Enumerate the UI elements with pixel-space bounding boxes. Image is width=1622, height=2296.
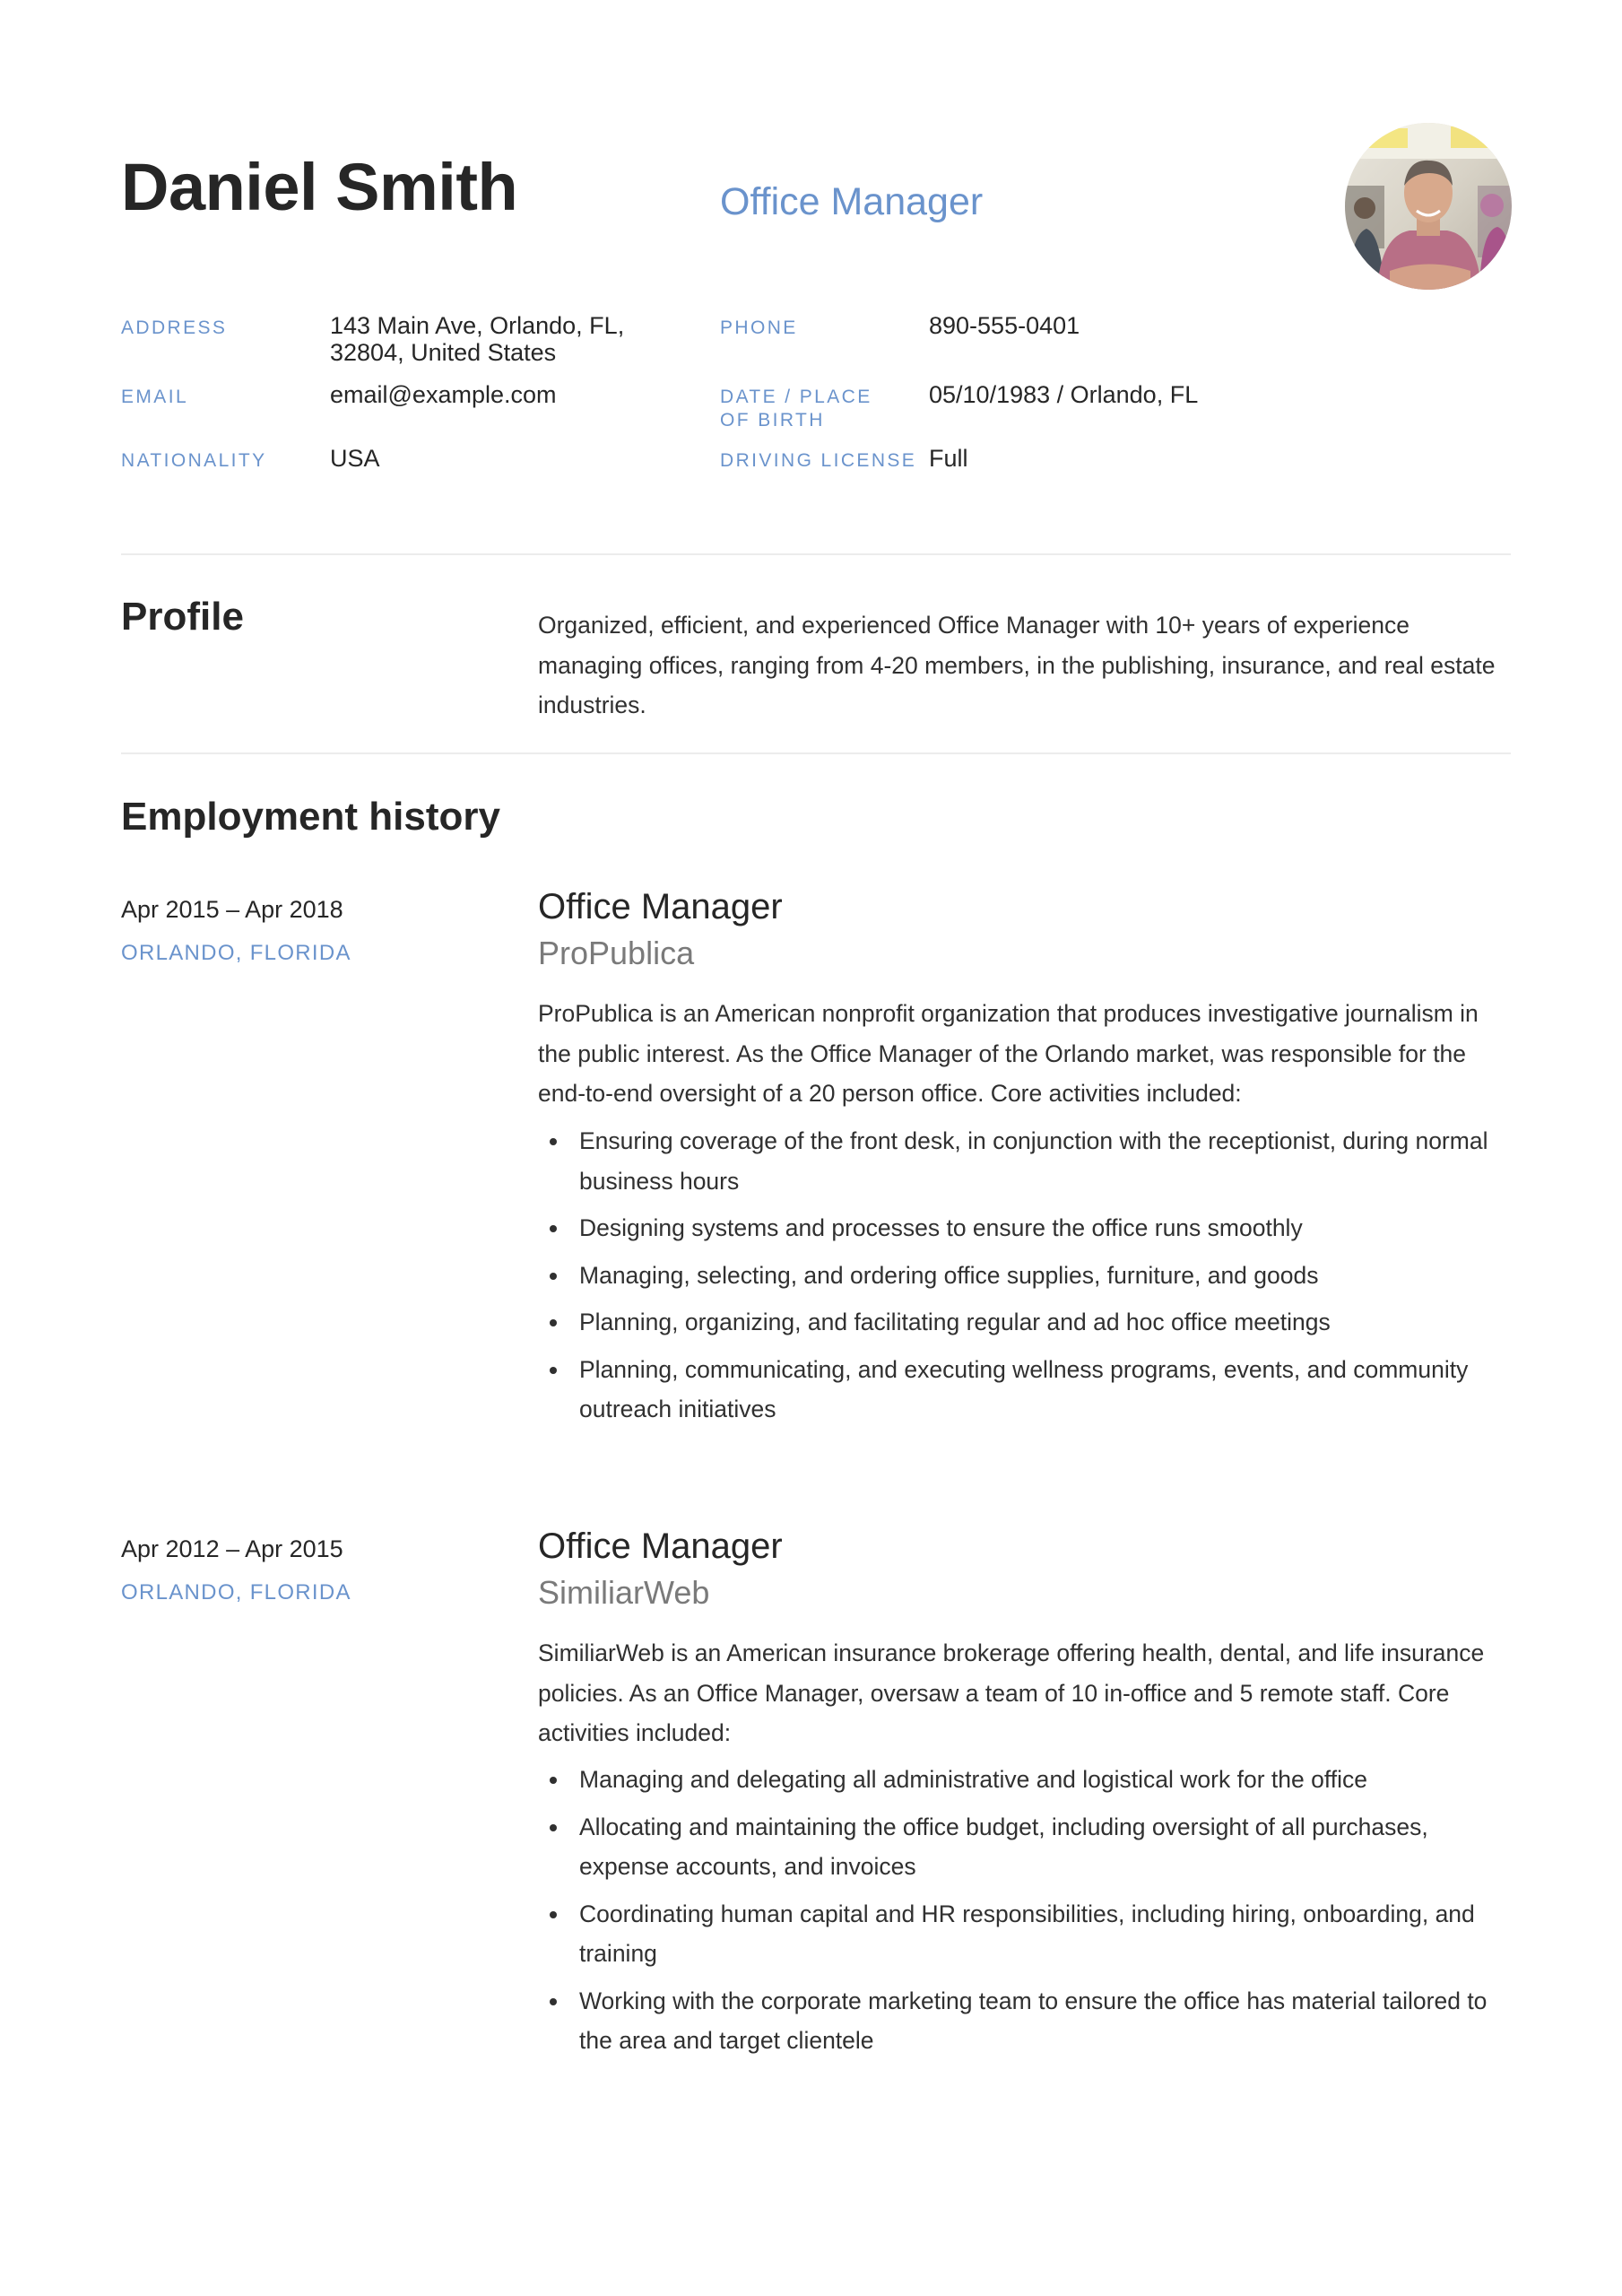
birth-label: DATE / PLACE OF BIRTH	[720, 387, 872, 430]
phone-value: 890-555-0401	[929, 312, 1080, 339]
job-role: Office Manager	[538, 887, 783, 926]
job-title: Office Manager	[720, 180, 984, 223]
profile-photo-image	[1345, 123, 1512, 290]
email-value: email@example.com	[330, 381, 557, 408]
list-item: Ensuring coverage of the front desk, in conjunction with the receptionist, during normal business hours	[538, 1121, 1515, 1201]
divider	[121, 752, 1511, 754]
job-bullet-list	[538, 1121, 1515, 1437]
profile-photo	[1345, 123, 1512, 290]
list-item: Managing, selecting, and ordering office supplies, furniture, and goods	[538, 1256, 1515, 1296]
list-item: Designing systems and processes to ensure the office runs smoothly	[538, 1208, 1515, 1248]
nationality-label: NATIONALITY	[121, 450, 267, 471]
address-value: 143 Main Ave, Orlando, FL, 32804, United States	[330, 312, 625, 366]
email-label: EMAIL	[121, 387, 189, 407]
list-item: Managing and delegating all administrative and logistical work for the office	[538, 1760, 1515, 1800]
list-item: Coordinating human capital and HR responsibilities, including hiring, onboarding, and training	[538, 1894, 1515, 1974]
address-label: ADDRESS	[121, 317, 228, 338]
nationality-value: USA	[330, 445, 380, 472]
license-label: DRIVING LICENSE	[720, 450, 917, 471]
job-dates: Apr 2015 – Apr 2018	[121, 896, 343, 923]
candidate-name: Daniel Smith	[121, 150, 518, 224]
job-company: ProPublica	[538, 935, 695, 971]
job-company: SimiliarWeb	[538, 1574, 710, 1611]
profile-heading: Profile	[121, 595, 244, 639]
birth-value: 05/10/1983 / Orlando, FL	[929, 381, 1199, 408]
job-description: SimiliarWeb is an American insurance brokerage offering health, dental, and life insurance policies. As an Office Manager, oversaw a team of 10 in-office and 5 remote staff. Core activities included:	[538, 1639, 1485, 1746]
job-role: Office Manager	[538, 1526, 783, 1566]
license-value: Full	[929, 445, 968, 472]
job-dates: Apr 2012 – Apr 2015	[121, 1535, 343, 1562]
list-item: Planning, communicating, and executing wellness programs, events, and community outreach initiatives	[538, 1350, 1515, 1430]
list-item: Working with the corporate marketing team to ensure the office has material tailored to the area and target clientele	[538, 1981, 1515, 2061]
employment-heading: Employment history	[121, 795, 500, 839]
phone-label: PHONE	[720, 317, 798, 338]
list-item: Planning, organizing, and facilitating regular and ad hoc office meetings	[538, 1302, 1515, 1343]
divider	[121, 553, 1511, 555]
job-bullet-list	[538, 1760, 1515, 2068]
profile-text: Organized, efficient, and experienced Office Manager with 10+ years of experience managing offices, ranging from 4-20 members, in the publishing, insurance, and real estate industries.	[538, 612, 1496, 718]
job-location: ORLANDO, FLORIDA	[121, 1580, 351, 1605]
job-description: ProPublica is an American nonprofit organization that produces investigative journalism in the public interest. As the Office Manager of the Orlando market, was responsible for the end-to-end oversight of a 20 person office. Core activities included:	[538, 1000, 1479, 1107]
list-item: Allocating and maintaining the office budget, including oversight of all purchases, expense accounts, and invoices	[538, 1807, 1515, 1887]
job-location: ORLANDO, FLORIDA	[121, 941, 351, 965]
